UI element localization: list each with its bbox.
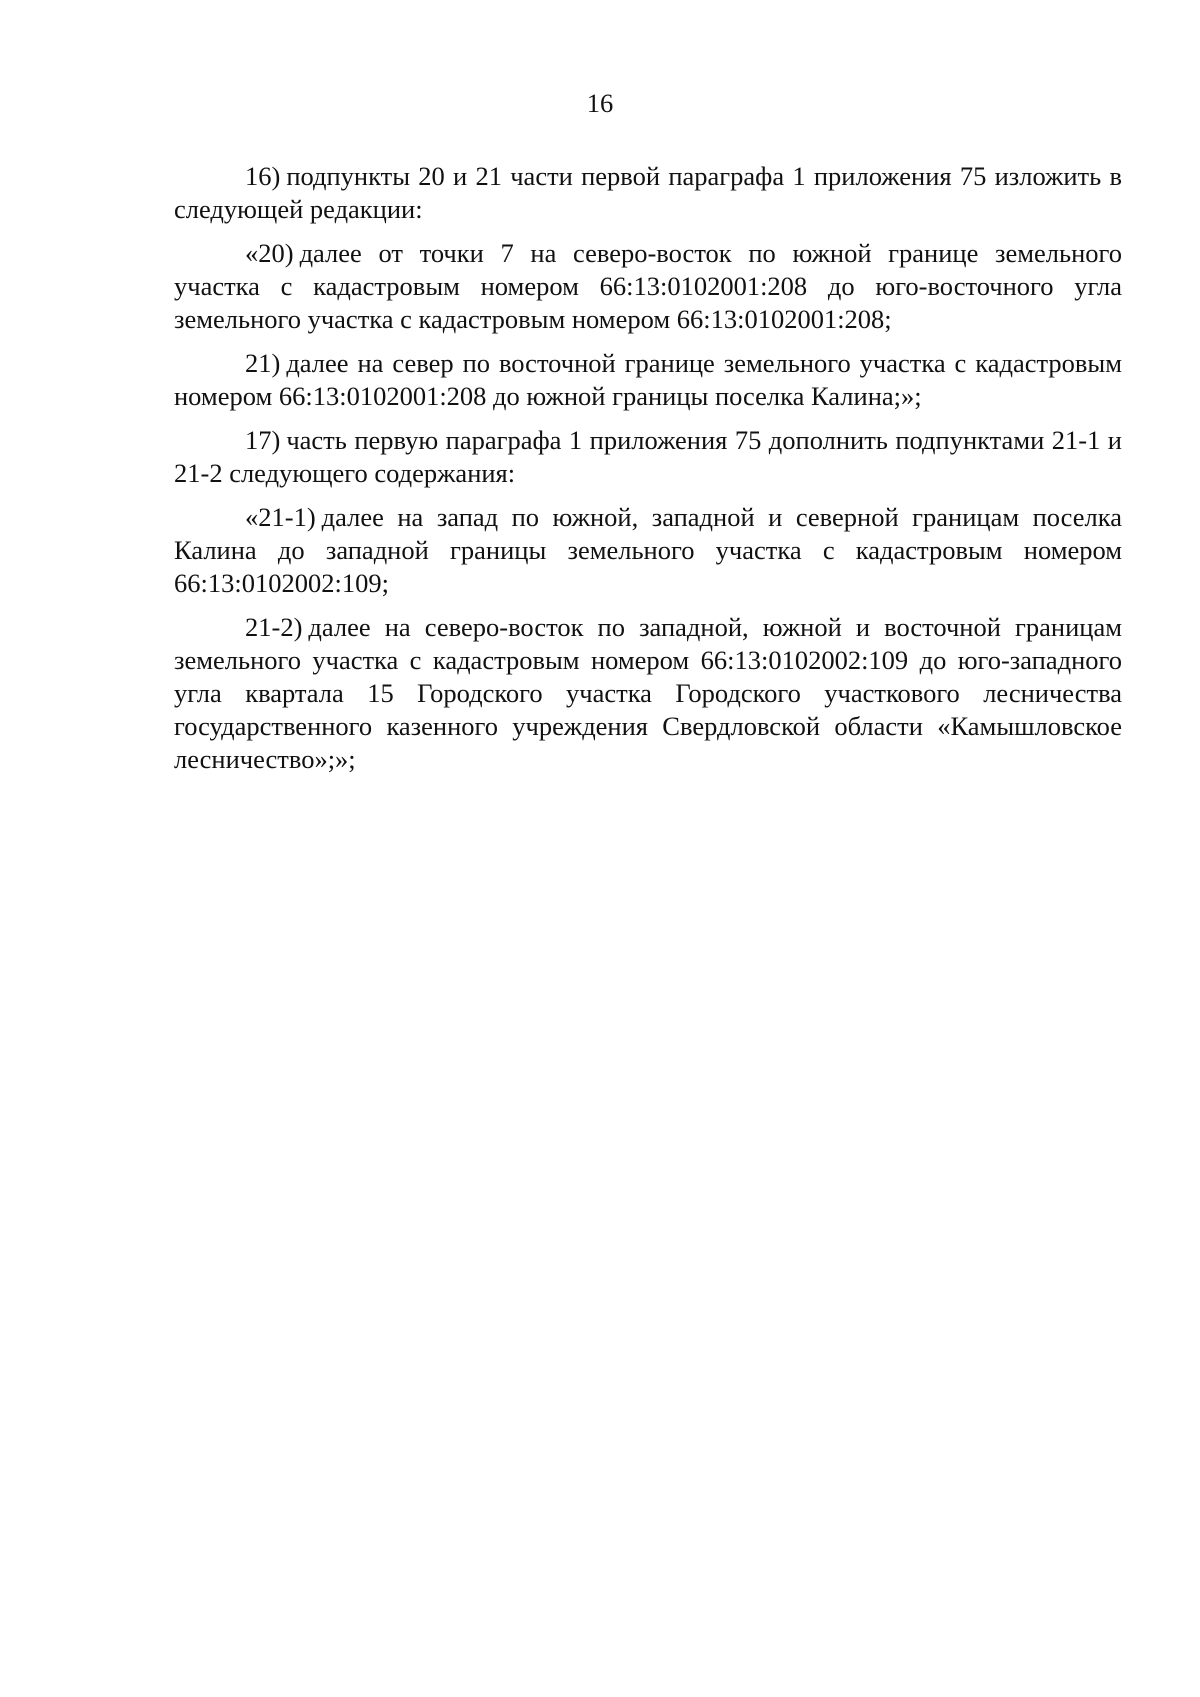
paragraph-number: 21-2) — [245, 612, 303, 642]
paragraph-number: 21) — [245, 348, 281, 378]
paragraph-item-17 — [174, 424, 1122, 490]
paragraph-text: далее от точки 7 на северо-восток по южной границе земельного участка с кадастровым номером 66:13:0102001:208 до юго-восточного угла земельного участка с кадастровым номером 66:13:0102001:208; — [174, 238, 1122, 334]
paragraph-number: «20) — [245, 238, 294, 268]
paragraph-text: часть первую параграфа 1 приложения 75 дополнить подпунктами 21-1 и 21-2 следующего содержания: — [174, 425, 1122, 488]
document-body — [174, 160, 1122, 787]
paragraph-text: далее на запад по южной, западной и северной границам поселка Калина до западной границы земельного участка с кадастровым номером 66:13:0102002:109; — [174, 502, 1122, 598]
paragraph-number: 17) — [245, 425, 281, 455]
paragraph-subitem-21-1 — [174, 501, 1122, 600]
paragraph-number: «21-1) — [245, 502, 316, 532]
paragraph-text: подпункты 20 и 21 части первой параграфа 1 приложения 75 изложить в следующей редакции: — [174, 161, 1122, 224]
page-number: 16 — [586, 88, 614, 118]
paragraph-item-16 — [174, 160, 1122, 226]
paragraph-subitem-21 — [174, 347, 1122, 413]
paragraph-text: далее на северо-восток по западной, южной и восточной границам земельного участка с кадастровым номером 66:13:0102002:109 до юго-западного угла квартала 15 Городского участка Городского участкового лесничества государственного казенного учреждения Свердловской области «Камышловское лесничество»;»; — [174, 612, 1122, 774]
paragraph-subitem-20 — [174, 237, 1122, 336]
paragraph-text: далее на север по восточной границе земельного участка с кадастровым номером 66:13:0102001:208 до южной границы поселка Калина;»; — [174, 348, 1122, 411]
paragraph-subitem-21-2 — [174, 611, 1122, 776]
paragraph-number: 16) — [245, 161, 281, 191]
